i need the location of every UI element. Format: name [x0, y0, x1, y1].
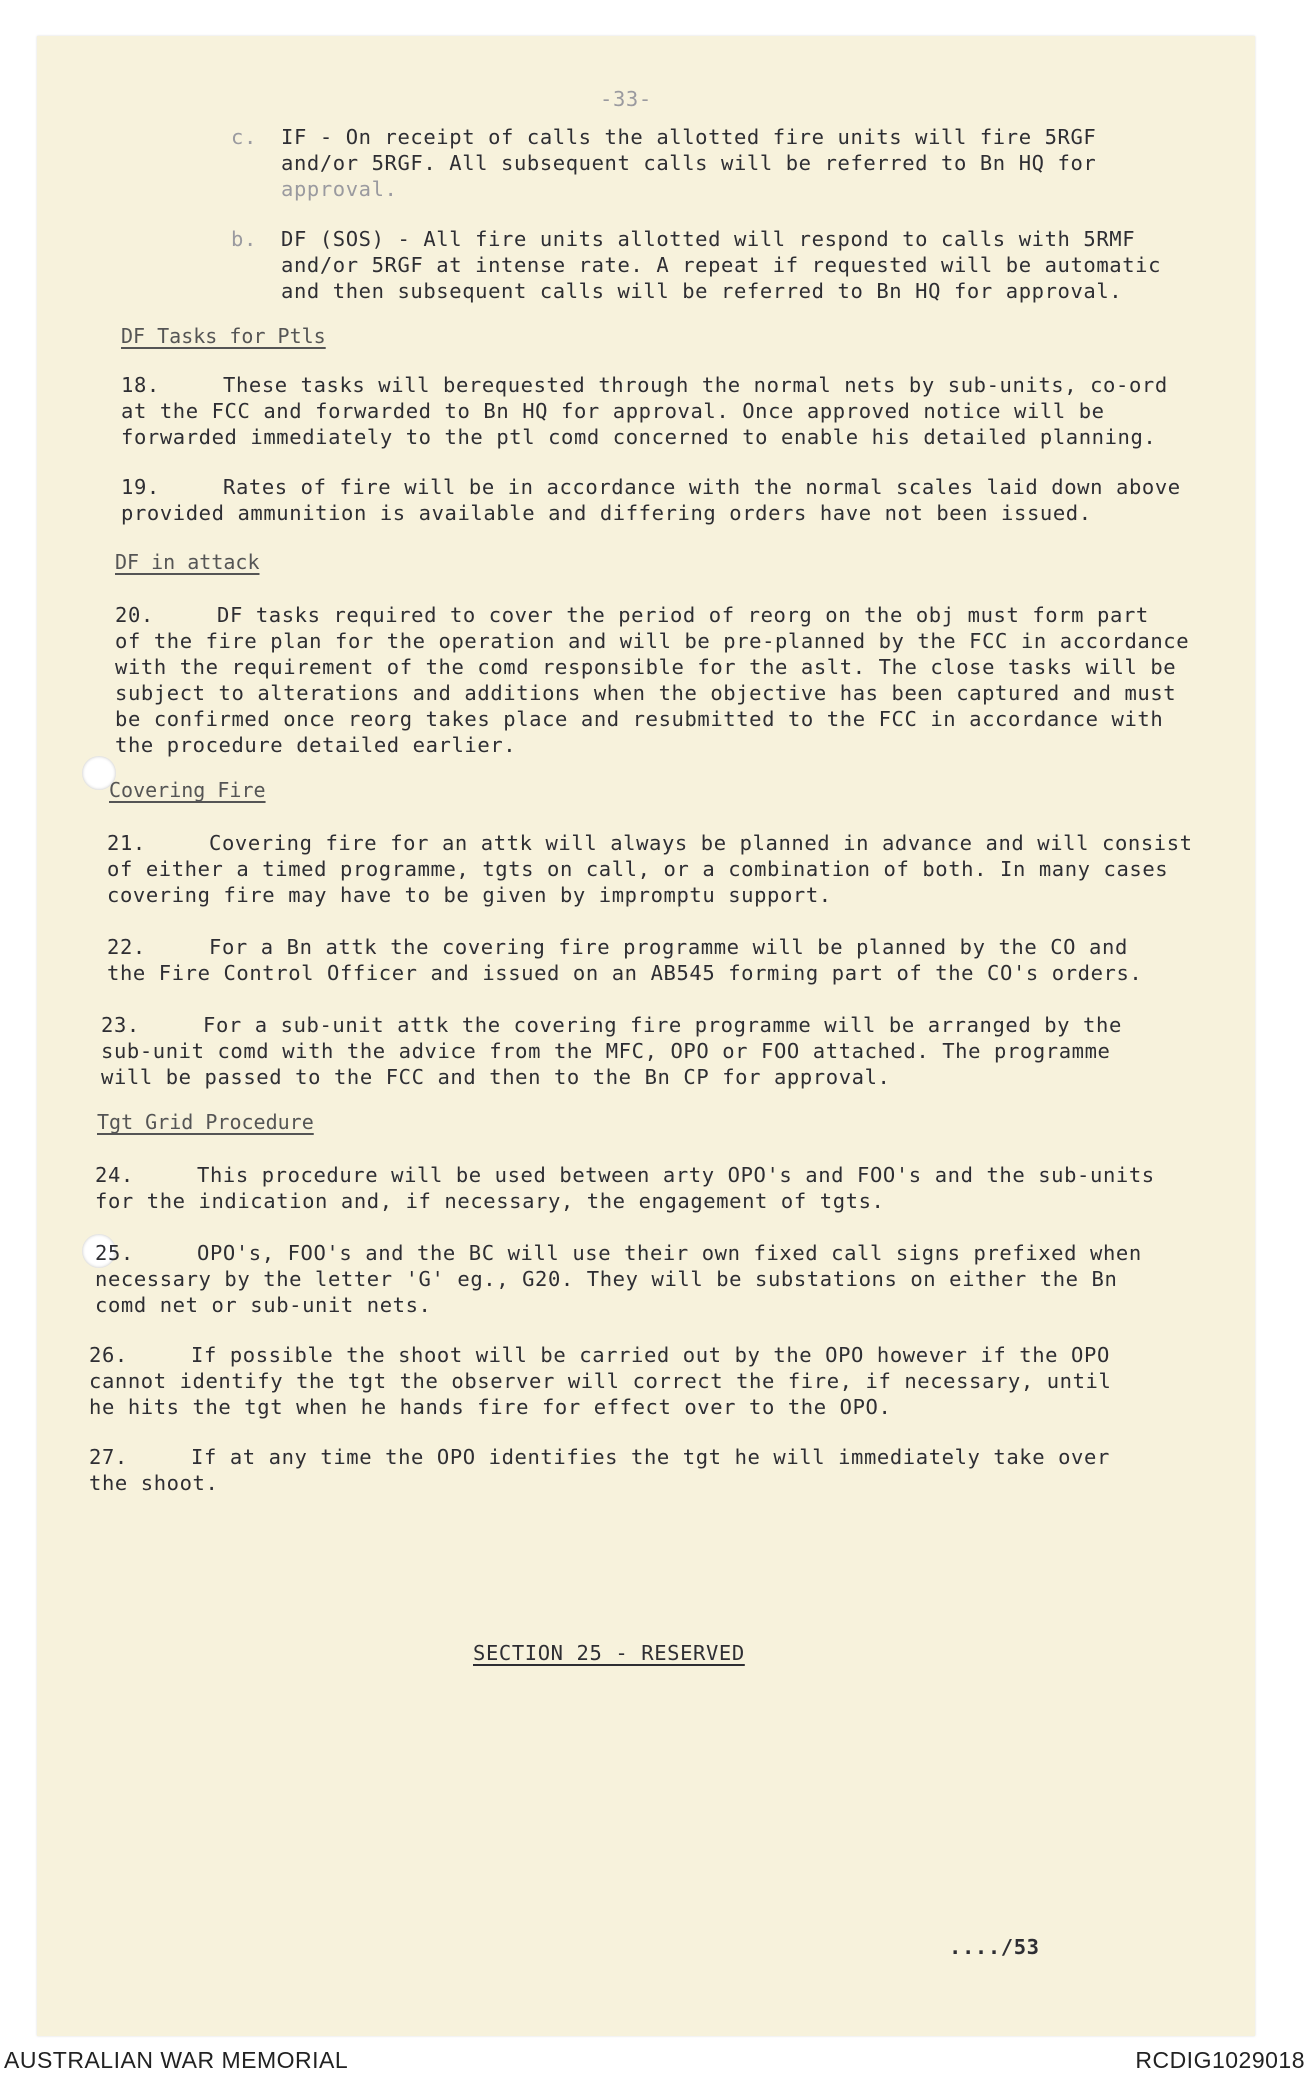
para-line: For a Bn attk the covering fire programme will be planned by the CO and — [209, 935, 1128, 959]
para-line: comd net or sub-unit nets. — [95, 1293, 432, 1317]
subpara-letter: c. — [231, 125, 257, 149]
section-heading: DF in attack — [115, 550, 260, 574]
para-number: 23. — [101, 1013, 140, 1037]
subpara-letter: b. — [231, 227, 257, 251]
para-number: 26. — [89, 1343, 128, 1367]
para-number: 20. — [115, 603, 154, 627]
para-line: DF tasks required to cover the period of reorg on the obj must form part — [217, 603, 1149, 627]
para-number: 27. — [89, 1445, 128, 1469]
para-line: For a sub-unit attk the covering fire programme will be arranged by the — [203, 1013, 1122, 1037]
para-line: will be passed to the FCC and then to the Bn CP for approval. — [101, 1065, 891, 1089]
para-number: 19. — [121, 475, 160, 499]
para-line: Covering fire for an attk will always be planned in advance and will consist — [209, 831, 1193, 855]
para-line: Rates of fire will be in accordance with the normal scales laid down above — [223, 475, 1181, 499]
para-line: covering fire may have to be given by impromptu support. — [107, 883, 832, 907]
next-page-marker: ..../53 — [949, 1935, 1040, 1959]
para-line: the Fire Control Officer and issued on an AB545 forming part of the CO's orders. — [107, 961, 1143, 985]
para-line: subject to alterations and additions when the objective has been captured and must — [115, 681, 1177, 705]
para-line: OPO's, FOO's and the BC will use their own fixed call signs prefixed when — [197, 1241, 1142, 1265]
subpara-line: and/or 5RGF at intense rate. A repeat if requested will be automatic — [281, 253, 1162, 277]
para-line: If possible the shoot will be carried out by the OPO however if the OPO — [191, 1343, 1110, 1367]
para-line: provided ammunition is available and differing orders have not been issued. — [121, 501, 1092, 525]
para-line: sub-unit comd with the advice from the MFC, OPO or FOO attached. The programme — [101, 1039, 1111, 1063]
section-reserved-heading: SECTION 25 - RESERVED — [473, 1641, 745, 1665]
para-line: necessary by the letter 'G' eg., G20. They will be substations on either the Bn — [95, 1267, 1118, 1291]
para-line: the shoot. — [89, 1471, 219, 1495]
subpara-line: approval. — [281, 177, 398, 201]
subpara-line: and then subsequent calls will be referred to Bn HQ for approval. — [281, 279, 1123, 303]
footer-record-id: RCDIG1029018 — [1135, 2047, 1305, 2073]
para-line: for the indication and, if necessary, the engagement of tgts. — [95, 1189, 885, 1213]
para-line: If at any time the OPO identifies the tgt he will immediately take over — [191, 1445, 1110, 1469]
section-heading: Tgt Grid Procedure — [97, 1110, 314, 1134]
subpara-line: IF - On receipt of calls the allotted fire units will fire 5RGF — [281, 125, 1097, 149]
para-line: with the requirement of the comd responsible for the aslt. The close tasks will be — [115, 655, 1177, 679]
section-heading: Covering Fire — [109, 778, 266, 802]
footer-archive-name: AUSTRALIAN WAR MEMORIAL — [4, 2047, 349, 2073]
para-line: the procedure detailed earlier. — [115, 733, 517, 757]
para-line: This procedure will be used between arty OPO's and FOO's and the sub-units — [197, 1163, 1155, 1187]
para-number: 22. — [107, 935, 146, 959]
para-line: at the FCC and forwarded to Bn HQ for approval. Once approved notice will be — [121, 399, 1105, 423]
subpara-line: and/or 5RGF. All subsequent calls will be referred to Bn HQ for — [281, 151, 1097, 175]
document-page — [37, 36, 1255, 2036]
para-line: he hits the tgt when he hands fire for effect over to the OPO. — [89, 1395, 892, 1419]
para-number: 24. — [95, 1163, 134, 1187]
para-line: cannot identify the tgt the observer will correct the fire, if necessary, until — [89, 1369, 1112, 1393]
para-number: 25. — [95, 1241, 134, 1265]
para-number: 18. — [121, 373, 160, 397]
para-line: These tasks will berequested through the normal nets by sub-units, co-ord — [223, 373, 1168, 397]
para-line: be confirmed once reorg takes place and resubmitted to the FCC in accordance with — [115, 707, 1164, 731]
para-line: forwarded immediately to the ptl comd concerned to enable his detailed planning. — [121, 425, 1157, 449]
para-line: of either a timed programme, tgts on call, or a combination of both. In many cases — [107, 857, 1169, 881]
subpara-line: DF (SOS) - All fire units allotted will respond to calls with 5RMF — [281, 227, 1136, 251]
para-number: 21. — [107, 831, 146, 855]
section-heading: DF Tasks for Ptls — [121, 324, 326, 348]
page-number: -33- — [600, 87, 652, 111]
para-line: of the fire plan for the operation and will be pre-planned by the FCC in accordance — [115, 629, 1190, 653]
